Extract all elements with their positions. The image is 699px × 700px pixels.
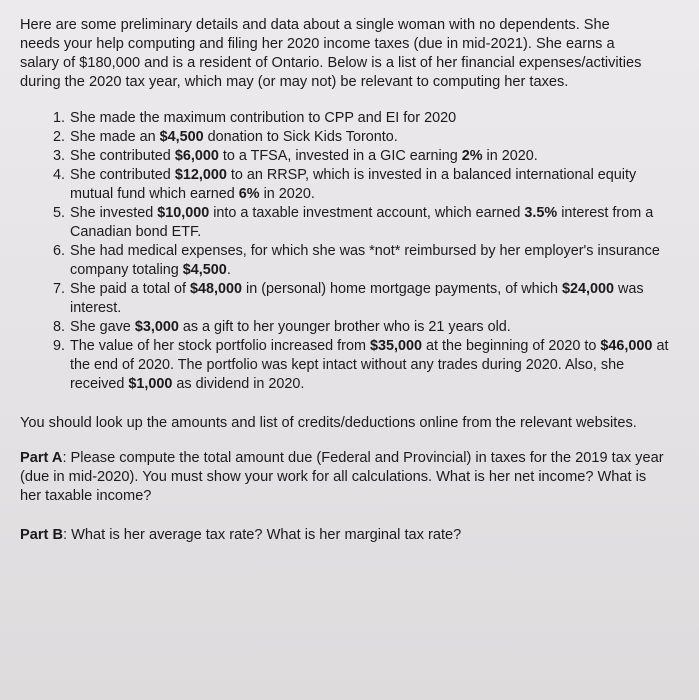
- bold-value: 3.5%: [524, 205, 558, 221]
- intro-paragraph: Here are some preliminary details and data about a single woman with no dependents. She needs your help computing and filing her 2020 income taxes (due in mid-2021). She earns a salary of $180,000 and is a resident of Ontario. Below is a list of her financial expenses/activities during the 2020 tax year, which may (or may not) be relevant to computing her taxes.: [20, 17, 642, 90]
- list-item: [69, 147, 669, 166]
- item-text: .: [226, 262, 231, 278]
- part-a-text: : Please compute the total amount due (Federal and Provincial) in taxes for the 2019 tax year (due in mid-2020). You must show your work for all calculations. What is her net income? What is her taxable income?: [20, 450, 664, 504]
- bold-value: $48,000: [190, 281, 243, 297]
- bold-value: $10,000: [157, 205, 210, 221]
- item-text: She made an: [70, 129, 160, 145]
- item-text: to an RRSP, which is invested in a balanced international equity mutual fund which earned: [70, 167, 637, 202]
- bold-value: $4,500: [182, 262, 227, 278]
- bold-value: $12,000: [174, 167, 227, 183]
- item-text: interest from a Canadian bond ETF.: [70, 205, 654, 240]
- part-a-paragraph: [20, 449, 670, 506]
- bold-value: $46,000: [600, 338, 653, 354]
- item-text: She invested: [70, 205, 158, 221]
- part-b-text: : What is her average tax rate? What is her marginal tax rate?: [62, 527, 462, 543]
- expense-list: [20, 109, 669, 394]
- item-text: was interest.: [70, 281, 644, 316]
- item-text: in (personal) home mortgage payments, of which: [242, 281, 562, 297]
- list-item: [69, 318, 669, 337]
- lookup-paragraph: You should look up the amounts and list of credits/deductions online from the relevant websites.: [20, 415, 637, 431]
- bold-value: $3,000: [134, 319, 179, 335]
- part-a-label: Part A: [20, 450, 63, 466]
- item-text: She contributed: [70, 148, 175, 164]
- list-item: [69, 204, 669, 242]
- item-text: donation to Sick Kids Toronto.: [203, 129, 398, 145]
- item-text: to a TFSA, invested in a GIC earning: [218, 148, 462, 164]
- item-text: The value of her stock portfolio increased from: [70, 338, 370, 354]
- list-item: [69, 109, 669, 128]
- bold-value: $24,000: [562, 281, 615, 297]
- item-text: at the end of 2020. The portfolio was kept intact without any trades during 2020. Also, she received: [70, 338, 669, 392]
- bold-value: $35,000: [369, 338, 422, 354]
- list-item: [69, 242, 669, 280]
- item-text: in 2020.: [259, 186, 315, 202]
- list-item: [69, 166, 669, 204]
- item-text: in 2020.: [482, 148, 538, 164]
- bold-value: $6,000: [174, 148, 219, 164]
- list-item: [69, 280, 669, 318]
- item-text: She had medical expenses, for which she was *not* reimbursed by her employer's insurance company totaling: [70, 243, 660, 278]
- bold-value: $1,000: [128, 376, 173, 392]
- bold-value: 6%: [238, 186, 260, 202]
- part-b-label: Part B: [20, 527, 63, 543]
- item-text: She paid a total of: [70, 281, 191, 297]
- list-item: [69, 128, 669, 147]
- item-text: at the beginning of 2020 to: [421, 338, 601, 354]
- item-text: as a gift to her younger brother who is 21 years old.: [178, 319, 511, 335]
- item-text: She made the maximum contribution to CPP and EI for 2020: [70, 110, 457, 126]
- bold-value: $4,500: [159, 129, 204, 145]
- item-text: as dividend in 2020.: [172, 376, 305, 392]
- list-item: [69, 337, 669, 394]
- bold-value: 2%: [461, 148, 483, 164]
- item-text: into a taxable investment account, which earned: [209, 205, 525, 221]
- part-b-paragraph: [20, 526, 670, 545]
- item-text: She contributed: [70, 167, 175, 183]
- item-text: She gave: [70, 319, 135, 335]
